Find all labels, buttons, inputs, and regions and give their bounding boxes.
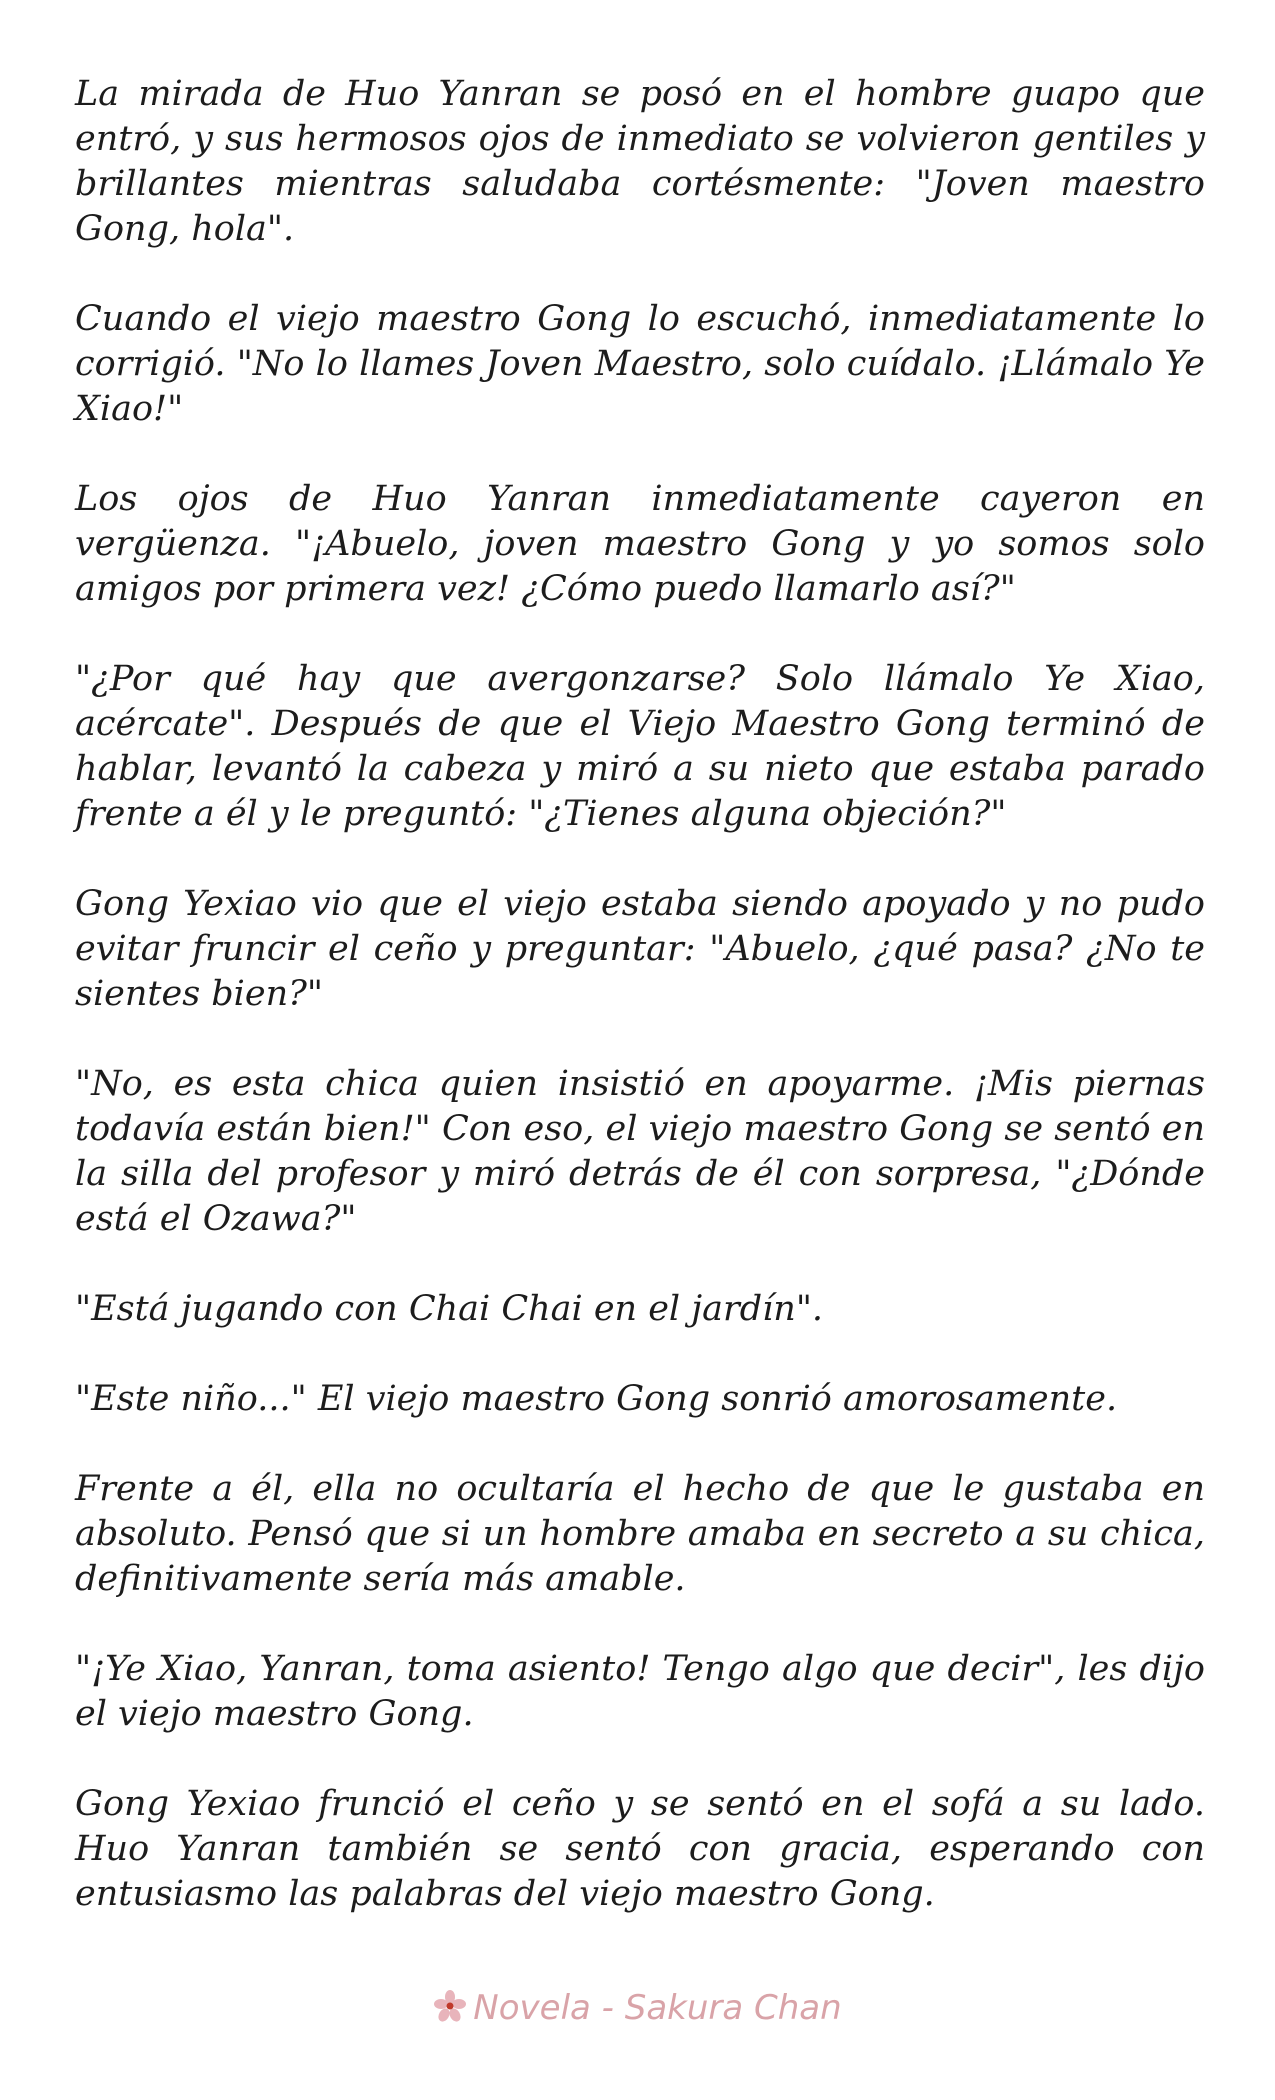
paragraph: Gong Yexiao vio que el viejo estaba siendo apoyado y no pudo evitar fruncir el ceño y preguntar: "Abuelo, ¿qué pasa? ¿No te sientes bien?"	[75, 884, 1205, 1014]
paragraph: "Está jugando con Chai Chai en el jardín".	[75, 1289, 824, 1329]
paragraph: Frente a él, ella no ocultaría el hecho de que le gustaba en absoluto. Pensó que si un hombre amaba en secreto a su chica, definitivamente sería más amable.	[75, 1469, 1205, 1599]
paragraph: "¿Por qué hay que avergonzarse? Solo llámalo Ye Xiao, acércate". Después de que el Viejo Maestro Gong terminó de hablar, levantó la cabeza y miró a su nieto que estaba parado frente a él y le preguntó: "¿Tienes alguna objeción?"	[75, 659, 1205, 834]
paragraph: Cuando el viejo maestro Gong lo escuchó, inmediatamente lo corrigió. "No lo llames Joven Maestro, solo cuídalo. ¡Llámalo Ye Xiao!"	[75, 299, 1205, 429]
paragraph: "No, es esta chica quien insistió en apoyarme. ¡Mis piernas todavía están bien!" Con eso, el viejo maestro Gong se sentó en la silla del profesor y miró detrás de él con sorpresa, "¿Dónde está el Ozawa?"	[75, 1064, 1205, 1239]
watermark-text: Novela - Sakura Chan	[473, 1988, 842, 2028]
paragraph: Gong Yexiao frunció el ceño y se sentó en el sofá a su lado. Huo Yanran también se sentó con gracia, esperando con entusiasmo las palabras del viejo maestro Gong.	[75, 1784, 1205, 1914]
paragraph: Los ojos de Huo Yanran inmediatamente cayeron en vergüenza. "¡Abuelo, joven maestro Gong y yo somos solo amigos por primera vez! ¿Cómo puedo llamarlo así?"	[75, 479, 1205, 609]
sakura-flower-icon	[433, 1989, 467, 2023]
watermark	[0, 1988, 1275, 2028]
paragraph: La mirada de Huo Yanran se posó en el hombre guapo que entró, y sus hermosos ojos de inmediato se volvieron gentiles y brillantes mientras saludaba cortésmente: "Joven maestro Gong, hola".	[75, 74, 1205, 249]
document-body	[75, 72, 1205, 1917]
paragraph: "Este niño..." El viejo maestro Gong sonrió amorosamente.	[75, 1379, 1118, 1419]
paragraph: "¡Ye Xiao, Yanran, toma asiento! Tengo algo que decir", les dijo el viejo maestro Gong.	[75, 1649, 1205, 1734]
